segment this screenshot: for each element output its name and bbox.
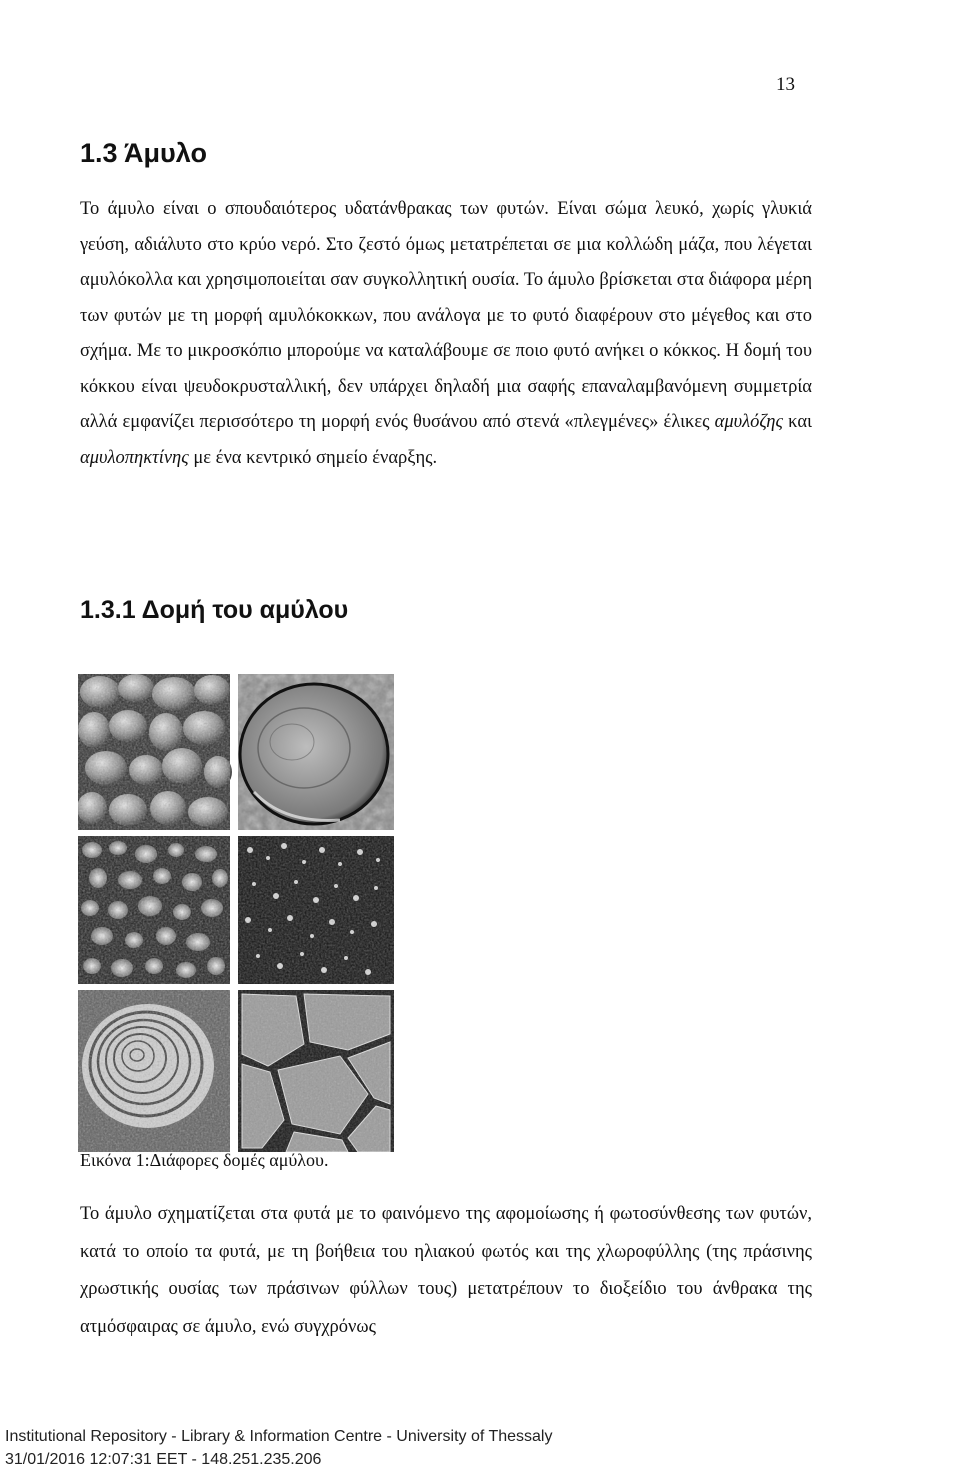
figure-caption: Εικόνα 1:Διάφορες δομές αμύλου. [80, 1150, 329, 1170]
micrograph-dense-granules [78, 836, 230, 984]
section-paragraph [80, 192, 812, 476]
micrograph-fine-speckle [238, 836, 394, 984]
micrograph-granule-cluster [78, 674, 232, 830]
amylose-term: αμυλόζης [714, 412, 783, 432]
micrograph-polygonal-cells [238, 990, 394, 1152]
starch-structures-figure [78, 674, 394, 1152]
repository-footer: Institutional Repository - Library & Information Centre - University of Thessaly [5, 1428, 553, 1445]
section-heading: 1.3 Άμυλο [80, 138, 207, 168]
joiner-word: και [788, 412, 813, 432]
download-timestamp: 31/01/2016 12:07:31 EET - 148.251.235.206 [5, 1451, 322, 1468]
micrograph-single-granule [238, 674, 394, 830]
amylopectin-term: αμυλοπηκτίνης [80, 447, 189, 468]
subsection-heading: 1.3.1 Δομή του αμύλου [80, 596, 349, 624]
subsection-paragraph: Το άμυλο σχηματίζεται στα φυτά με το φαινόμενο της αφομοίωσης ή φωτοσύνθεσης των φυτών, κατά το οποίο τα φυτά, με τη βοήθεια του ηλιακού φωτός και της χλωροφύλλης (της πράσινης χρωστικής ουσίας των πράσινων φύλλων τους) μετατρέπουν το διοξείδιο του άνθρακα της ατμόσφαιρας σε άμυλο, ενώ συγχρόνως [80, 1204, 812, 1337]
paragraph-text: Το άμυλο είναι ο σπουδαιότερος υδατάνθρακας των φυτών. Είναι σώμα λευκό, χωρίς γλυκιά γεύση, αδιάλυτο στο κρύο νερό. Στο ζεστό όμως μετατρέπεται σε μια κολλώδη μάζα, που λέγεται αμυλόκολλα και χρησιμοποιείται σαν συγκολλητική ουσία. Το άμυλο βρίσκεται στα διάφορα μέρη των φυτών με τη μορφή αμυλόκοκκων, που ανάλογα με το φυτό διαφέρουν στο μέγεθος και στο σχήμα. Με το μικροσκόπιο μπορούμε να καταλάβουμε σε ποιο φυτό ανήκει ο κόκκος. Η δομή του κόκκου είναι ψευδοκρυσταλλική, δεν υπάρχει δηλαδή μια σαφής επαναλαμβανόμενη συμμετρία αλλά εμφανίζει περισσότερο τη μορφή ενός θυσάνου από στενά «πλεγμένες» έλικες [80, 199, 812, 432]
page-number: 13 [776, 74, 795, 95]
paragraph-text-end: με ένα κεντρικό σημείο έναρξης. [193, 447, 438, 468]
micrograph-growth-rings [78, 990, 230, 1152]
starch-micrograph-grid [78, 674, 394, 1152]
